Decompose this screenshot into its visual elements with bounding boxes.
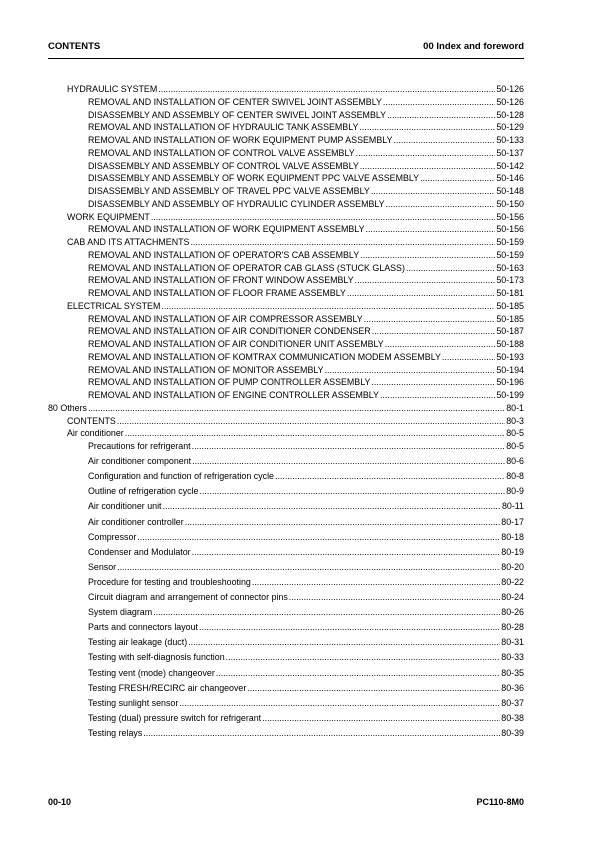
toc-entry-page: 80-5 (506, 428, 524, 439)
toc-entry[interactable] (88, 713, 524, 723)
toc-dot-leader (192, 456, 505, 466)
toc-dot-leader (364, 314, 496, 324)
toc-entry-page: 50-128 (496, 109, 524, 120)
toc-entry[interactable] (88, 668, 524, 678)
toc-entry-page: 50-199 (496, 390, 524, 400)
toc-entry[interactable] (88, 365, 524, 375)
toc-dot-leader (372, 326, 496, 336)
toc-entry-page: 50-146 (496, 173, 524, 184)
toc-dot-leader (200, 486, 506, 496)
toc-entry-title: Air conditioner component (88, 456, 192, 467)
toc-entry-title: Precautions for refrigerant (88, 441, 191, 451)
toc-entry-title: Testing vent (mode) changeover (88, 667, 215, 678)
toc-dot-leader (88, 403, 505, 413)
toc-entry-title: Condenser and Modulator (88, 546, 191, 557)
toc-entry-title: REMOVAL AND INSTALLATION OF CONTROL VALVE ASSEMBLY (88, 147, 355, 158)
toc-entry-page: 80-18 (501, 531, 524, 542)
toc-entry-page: 50-126 (496, 84, 524, 94)
toc-entry[interactable] (88, 122, 524, 132)
toc-entry[interactable] (88, 250, 524, 260)
toc-entry-page: 50-181 (496, 288, 524, 298)
toc-entry[interactable] (88, 698, 524, 708)
toc-entry-page: 80-22 (501, 576, 524, 587)
toc-entry-page: 80-3 (506, 415, 524, 426)
toc-dot-leader (355, 275, 496, 285)
toc-entry-page: 80-37 (501, 697, 524, 708)
toc-dot-leader (347, 288, 495, 298)
toc-entry[interactable] (88, 352, 524, 362)
toc-entry[interactable] (88, 97, 524, 107)
toc-entry-page: 80-20 (501, 561, 524, 572)
toc-entry[interactable] (88, 186, 524, 196)
toc-dot-leader (275, 471, 505, 481)
toc-entry-page: 80-9 (506, 486, 524, 497)
toc-dot-leader (387, 110, 495, 120)
page-number: 00-10 (48, 797, 72, 807)
toc-entry-page: 50-196 (496, 377, 524, 388)
toc-entry[interactable] (88, 532, 524, 542)
toc-dot-leader (185, 517, 501, 527)
toc-entry-page: 80-5 (506, 441, 524, 451)
toc-entry[interactable] (67, 237, 524, 247)
toc-entry[interactable] (88, 148, 524, 158)
page-header (48, 40, 524, 59)
model-number: PC110-8M0 (476, 797, 524, 807)
toc-entry[interactable] (88, 199, 524, 209)
toc-entry-page: 50-163 (496, 262, 524, 273)
toc-entry-page: 80-36 (501, 682, 524, 693)
toc-entry-title: WORK EQUIPMENT (67, 211, 150, 222)
toc-entry-page: 50-148 (496, 186, 524, 196)
toc-dot-leader (192, 441, 506, 451)
toc-dot-leader (188, 637, 500, 647)
toc-dot-leader (117, 562, 500, 572)
toc-entry-page: 80-6 (506, 456, 524, 467)
toc-dot-leader (192, 547, 501, 557)
toc-dot-leader (325, 365, 496, 375)
toc-entry-title: REMOVAL AND INSTALLATION OF PUMP CONTROLLER ASSEMBLY (88, 377, 371, 388)
toc-entry-title: REMOVAL AND INSTALLATION OF FLOOR FRAME ASSEMBLY (88, 288, 346, 298)
toc-dot-leader (380, 390, 495, 400)
toc-entry-title: Testing (dual) pressure switch for refrigerant (88, 712, 262, 723)
toc-entry[interactable] (88, 263, 524, 273)
toc-entry[interactable] (67, 84, 524, 94)
toc-entry-title: REMOVAL AND INSTALLATION OF HYDRAULIC TANK ASSEMBLY (88, 122, 359, 133)
toc-entry-title: Testing with self-diagnosis function (88, 652, 225, 663)
toc-entry-title: Sensor (88, 561, 117, 572)
toc-entry[interactable] (88, 622, 524, 632)
toc-entry-title: REMOVAL AND INSTALLATION OF WORK EQUIPMENT ASSEMBLY (88, 224, 365, 235)
toc-entry-title: REMOVAL AND INSTALLATION OF OPERATOR CAB GLASS (STUCK GLASS) (88, 262, 405, 273)
toc-dot-leader (161, 301, 495, 311)
toc-dot-leader (371, 186, 496, 196)
toc-entry[interactable] (67, 212, 524, 222)
toc-entry[interactable] (88, 577, 524, 587)
toc-entry-page: 50-133 (496, 135, 524, 145)
toc-dot-leader (179, 698, 500, 708)
toc-dot-leader (199, 622, 500, 632)
toc-entry[interactable] (88, 592, 524, 602)
toc-dot-leader (393, 135, 495, 145)
toc-entry[interactable] (88, 377, 524, 387)
toc-dot-leader (385, 339, 496, 349)
toc-entry-page: 50-129 (496, 122, 524, 133)
toc-entry-title: REMOVAL AND INSTALLATION OF AIR CONDITIONER UNIT ASSEMBLY (88, 339, 384, 349)
toc-entry[interactable] (88, 728, 524, 738)
toc-entry[interactable] (88, 517, 524, 527)
toc-entry[interactable] (88, 314, 524, 324)
toc-entry-title: ELECTRICAL SYSTEM (67, 300, 161, 311)
toc-entry-page: 80-1 (506, 402, 524, 413)
toc-dot-leader (158, 84, 495, 94)
toc-entry-title: DISASSEMBLY AND ASSEMBLY OF HYDRAULIC CYLINDER ASSEMBLY (88, 198, 385, 209)
toc-entry-page: 50-188 (496, 339, 524, 349)
toc-entry-title: REMOVAL AND INSTALLATION OF MONITOR ASSEMBLY (88, 364, 324, 375)
toc-entry-title: Testing relays (88, 727, 143, 738)
toc-entry[interactable] (88, 471, 524, 481)
toc-entry[interactable] (88, 652, 524, 662)
toc-dot-leader (371, 377, 495, 387)
toc-entry-page: 50-156 (496, 211, 524, 222)
toc-entry-page: 80-31 (501, 637, 524, 648)
toc-entry-title: Testing FRESH/RECIRC air changeover (88, 682, 247, 693)
toc-entry-title: 80 Others (48, 402, 87, 413)
toc-dot-leader (247, 683, 500, 693)
toc-entry-page: 50-173 (496, 275, 524, 286)
toc-entry-title: HYDRAULIC SYSTEM (67, 84, 158, 94)
toc-entry-page: 50-150 (496, 198, 524, 209)
toc-dot-leader (137, 532, 500, 542)
toc-entry[interactable] (67, 416, 524, 426)
toc-entry-title: REMOVAL AND INSTALLATION OF FRONT WINDOW ASSEMBLY (88, 275, 354, 286)
toc-entry-page: 80-17 (501, 516, 524, 527)
toc-entry-page: 80-33 (501, 652, 524, 663)
toc-dot-leader (356, 148, 496, 158)
toc-entry-page: 80-11 (501, 501, 524, 512)
toc-entry[interactable] (88, 683, 524, 693)
toc-entry-page: 80-39 (501, 727, 524, 738)
toc-entry[interactable] (88, 161, 524, 171)
toc-entry-title: Parts and connectors layout (88, 622, 199, 633)
toc-entry[interactable] (88, 326, 524, 336)
toc-entry-page: 80-26 (501, 607, 524, 618)
toc-entry-page: 50-193 (496, 351, 524, 362)
toc-entry-title: DISASSEMBLY AND ASSEMBLY OF TRAVEL PPC VALVE ASSEMBLY (88, 186, 370, 196)
toc-entry-title: Air conditioner unit (88, 501, 162, 512)
header-section-title: CONTENTS (48, 41, 101, 52)
toc-entry-page: 80-35 (501, 667, 524, 678)
toc-entry-title: REMOVAL AND INSTALLATION OF AIR CONDITIONER CONDENSER (88, 326, 371, 337)
toc-entry[interactable] (88, 224, 524, 234)
toc-entry[interactable] (88, 456, 524, 466)
toc-dot-leader (117, 416, 505, 426)
toc-entry[interactable] (88, 562, 524, 572)
toc-entry[interactable] (67, 428, 524, 438)
toc-entry-title: REMOVAL AND INSTALLATION OF OPERATOR'S CAB ASSEMBLY (88, 249, 360, 260)
toc-entry-page: 50-159 (496, 237, 524, 247)
toc-dot-leader (386, 199, 496, 209)
toc-entry-page: 50-185 (496, 300, 524, 311)
toc-dot-leader (190, 237, 495, 247)
toc-entry[interactable] (88, 607, 524, 617)
toc-entry-title: Procedure for testing and troubleshooting (88, 576, 251, 587)
toc-dot-leader (359, 122, 495, 132)
toc-entry-title: Outline of refrigeration cycle (88, 486, 199, 497)
toc-entry-title: Air conditioner controller (88, 516, 184, 527)
toc-entry-title: Testing sunlight sensor (88, 697, 179, 708)
toc-dot-leader (420, 173, 495, 183)
toc-entry-page: 80-8 (506, 471, 524, 482)
toc-entry[interactable] (88, 547, 524, 557)
toc-entry-page: 50-187 (496, 326, 524, 337)
toc-dot-leader (442, 352, 495, 362)
toc-entry-page: 80-38 (501, 712, 524, 723)
toc-dot-leader (262, 713, 500, 723)
toc-entry[interactable] (88, 637, 524, 647)
toc-entry[interactable] (88, 173, 524, 183)
toc-entry[interactable] (67, 301, 524, 311)
toc-dot-leader (366, 224, 496, 234)
toc-dot-leader (226, 652, 501, 662)
toc-dot-leader (289, 592, 501, 602)
toc-entry-title: DISASSEMBLY AND ASSEMBLY OF WORK EQUIPMENT PPC VALVE ASSEMBLY (88, 173, 420, 184)
toc-dot-leader (143, 728, 500, 738)
toc-entry-title: DISASSEMBLY AND ASSEMBLY OF CONTROL VALVE ASSEMBLY (88, 160, 359, 171)
toc-dot-leader (360, 161, 496, 171)
toc-entry-title: REMOVAL AND INSTALLATION OF AIR COMPRESSOR ASSEMBLY (88, 313, 363, 324)
toc-entry-page: 50-156 (496, 224, 524, 235)
toc-entry-page: 50-185 (496, 313, 524, 324)
toc-entry[interactable] (88, 339, 524, 349)
toc-dot-leader (383, 97, 495, 107)
toc-entry[interactable] (88, 486, 524, 496)
toc-dot-leader (406, 263, 495, 273)
toc-dot-leader (153, 607, 500, 617)
toc-dot-leader (360, 250, 495, 260)
toc-entry-page: 50-194 (496, 364, 524, 375)
toc-entry[interactable] (88, 110, 524, 120)
toc-entry-title: System diagram (88, 607, 153, 618)
toc-entry[interactable] (88, 390, 524, 400)
toc-dot-leader (125, 428, 506, 438)
toc-entry-title: REMOVAL AND INSTALLATION OF ENGINE CONTROLLER ASSEMBLY (88, 390, 379, 400)
toc-dot-leader (216, 668, 501, 678)
toc-entry-page: 50-126 (496, 96, 524, 107)
toc-entry-page: 50-159 (496, 249, 524, 260)
toc-entry-page: 80-24 (501, 592, 524, 602)
toc-entry-page: 80-28 (501, 622, 524, 633)
toc-entry[interactable] (88, 275, 524, 285)
toc-entry-title: REMOVAL AND INSTALLATION OF KOMTRAX COMMUNICATION MODEM ASSEMBLY (88, 351, 441, 362)
toc-entry-title: Configuration and function of refrigeration cycle (88, 471, 274, 482)
toc-entry-title: Circuit diagram and arrangement of connector pins (88, 592, 288, 602)
toc-entry[interactable] (48, 403, 524, 413)
toc-entry-page: 80-19 (501, 546, 524, 557)
toc-entry-page: 50-142 (496, 160, 524, 171)
toc-entry-title: REMOVAL AND INSTALLATION OF WORK EQUIPMENT PUMP ASSEMBLY (88, 135, 393, 145)
toc-entry[interactable] (88, 135, 524, 145)
toc-entry-page: 50-137 (496, 147, 524, 158)
toc-entry[interactable] (88, 501, 524, 511)
toc-dot-leader (252, 577, 500, 587)
toc-entry-title: CAB AND ITS ATTACHMENTS (67, 237, 190, 247)
toc-entry-title: DISASSEMBLY AND ASSEMBLY OF CENTER SWIVEL JOINT ASSEMBLY (88, 109, 387, 120)
toc-entry[interactable] (88, 441, 524, 451)
header-chapter-title: 00 Index and foreword (423, 41, 524, 52)
toc-entry[interactable] (88, 288, 524, 298)
toc-entry-title: Air conditioner (67, 428, 124, 439)
toc-entry-title: CONTENTS (67, 415, 116, 426)
toc-dot-leader (151, 212, 496, 222)
toc-entry-title: Testing air leakage (duct) (88, 637, 188, 648)
toc-entry-title: REMOVAL AND INSTALLATION OF CENTER SWIVEL JOINT ASSEMBLY (88, 96, 382, 107)
toc-entry-title: Compressor (88, 531, 137, 542)
toc-dot-leader (163, 501, 501, 511)
